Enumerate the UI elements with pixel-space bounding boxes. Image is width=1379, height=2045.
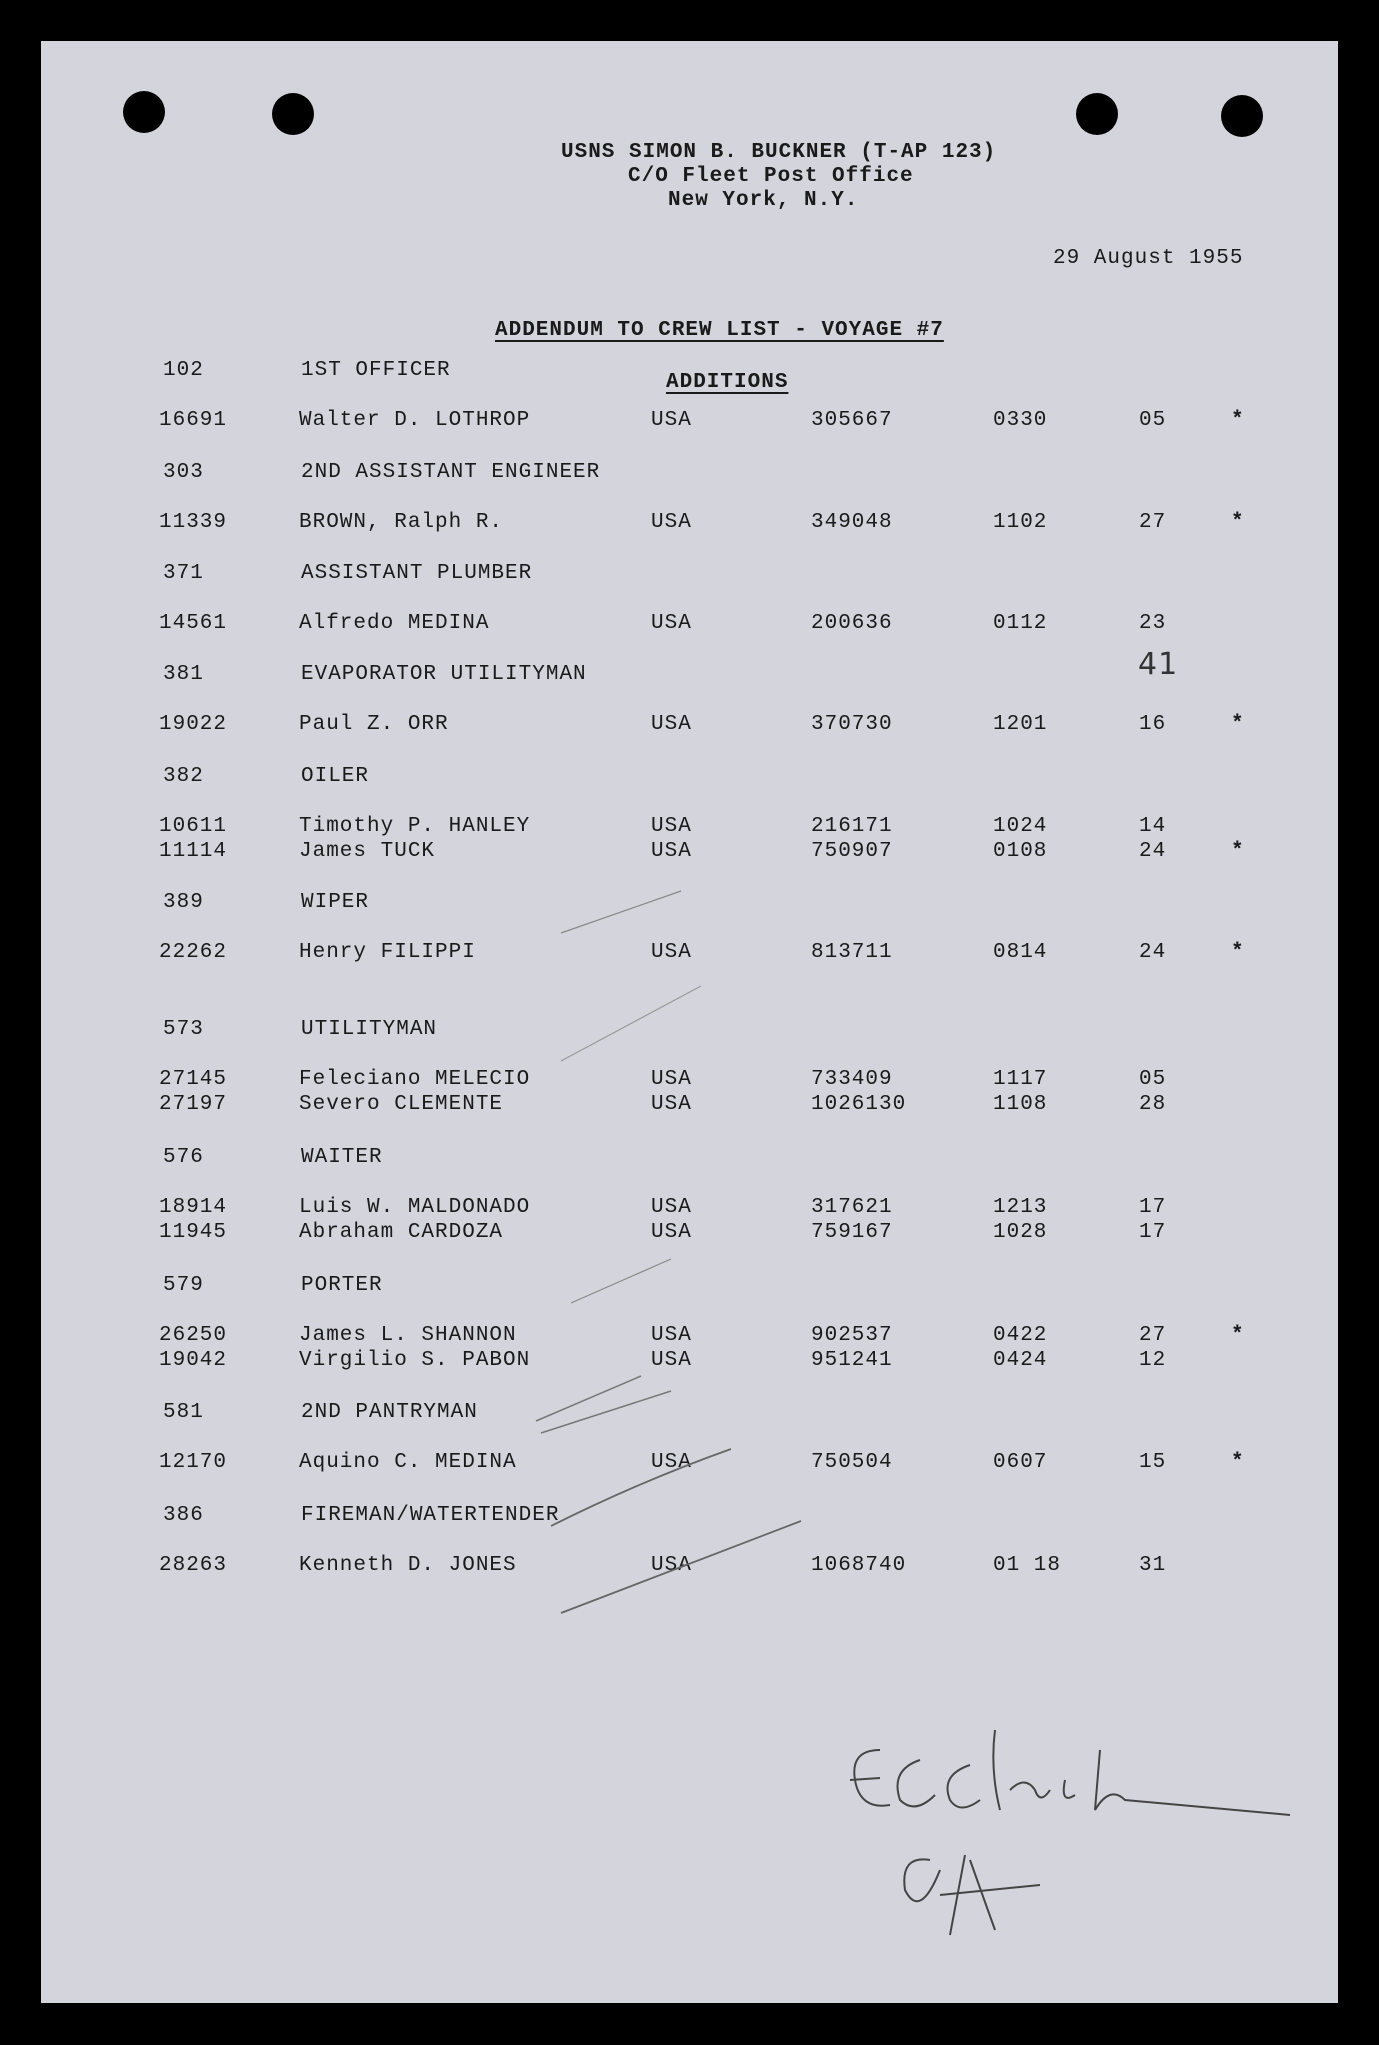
crew-id: 11945 (159, 1221, 228, 1244)
crew-code-a: 1213 (993, 1196, 1048, 1219)
crew-document-number: 1068740 (811, 1554, 907, 1577)
crew-nationality: USA (651, 840, 692, 863)
rating-title: WIPER (301, 891, 370, 914)
crew-id: 14561 (159, 612, 228, 635)
crew-document-number: 902537 (811, 1324, 893, 1347)
crew-id: 16691 (159, 409, 228, 432)
asterisk-mark: * (1231, 941, 1245, 964)
crew-id: 19022 (159, 713, 228, 736)
crew-name: Walter D. LOTHROP (299, 409, 531, 432)
crew-document-number: 305667 (811, 409, 893, 432)
document-date: 29 August 1955 (1053, 247, 1244, 270)
crew-document-number: 733409 (811, 1068, 893, 1091)
crew-code-a: 1117 (993, 1068, 1048, 1091)
fleet-post-office: C/O Fleet Post Office (628, 165, 914, 188)
crew-code-b: 17 (1139, 1196, 1167, 1219)
crew-document-number: 317621 (811, 1196, 893, 1219)
crew-code-b: 31 (1139, 1554, 1167, 1577)
asterisk-mark: * (1231, 840, 1245, 863)
crew-code-b: 27 (1139, 511, 1167, 534)
crew-name: Kenneth D. JONES (299, 1554, 517, 1577)
rating-code: 576 (163, 1146, 204, 1169)
asterisk-mark: * (1231, 409, 1245, 432)
crew-nationality: USA (651, 941, 692, 964)
crew-id: 10611 (159, 815, 228, 838)
rating-code: 573 (163, 1018, 204, 1041)
rating-title: 1ST OFFICER (301, 359, 451, 382)
crew-nationality: USA (651, 1093, 692, 1116)
crew-id: 11114 (159, 840, 228, 863)
crew-code-b: 14 (1139, 815, 1167, 838)
crew-code-a: 0112 (993, 612, 1048, 635)
crew-id: 18914 (159, 1196, 228, 1219)
crew-name: James L. SHANNON (299, 1324, 517, 1347)
crew-document-number: 349048 (811, 511, 893, 534)
rating-title: ASSISTANT PLUMBER (301, 562, 533, 585)
crew-code-a: 1024 (993, 815, 1048, 838)
rating-code: 381 (163, 663, 204, 686)
rating-code: 386 (163, 1504, 204, 1527)
rating-code: 371 (163, 562, 204, 585)
crew-document-number: 750907 (811, 840, 893, 863)
rating-title: 2ND ASSISTANT ENGINEER (301, 461, 601, 484)
crew-code-b: 16 (1139, 713, 1167, 736)
crew-name: Abraham CARDOZA (299, 1221, 504, 1244)
crew-code-a: 1028 (993, 1221, 1048, 1244)
crew-code-a: 0108 (993, 840, 1048, 863)
rating-code: 389 (163, 891, 204, 914)
crew-nationality: USA (651, 1221, 692, 1244)
crew-code-b: 15 (1139, 1451, 1167, 1474)
handwritten-margin-note: 41 (1138, 647, 1179, 682)
crew-nationality: USA (651, 815, 692, 838)
crew-document-number: 370730 (811, 713, 893, 736)
crew-code-a: 01 18 (993, 1554, 1062, 1577)
ship-name: USNS SIMON B. BUCKNER (T-AP 123) (561, 141, 997, 164)
asterisk-mark: * (1231, 1451, 1245, 1474)
crew-code-b: 24 (1139, 941, 1167, 964)
crew-id: 27145 (159, 1068, 228, 1091)
crew-name: Severo CLEMENTE (299, 1093, 504, 1116)
crew-code-a: 0814 (993, 941, 1048, 964)
signature-area (810, 1690, 1330, 1950)
rating-code: 581 (163, 1401, 204, 1424)
rating-code: 102 (163, 359, 204, 382)
crew-nationality: USA (651, 1196, 692, 1219)
crew-code-b: 24 (1139, 840, 1167, 863)
crew-id: 22262 (159, 941, 228, 964)
crew-nationality: USA (651, 1068, 692, 1091)
rating-code: 579 (163, 1274, 204, 1297)
crew-name: Timothy P. HANLEY (299, 815, 531, 838)
crew-nationality: USA (651, 713, 692, 736)
crew-name: BROWN, Ralph R. (299, 511, 504, 534)
section-title: ADDITIONS (666, 371, 789, 394)
crew-document-number: 750504 (811, 1451, 893, 1474)
crew-name: Aquino C. MEDINA (299, 1451, 517, 1474)
crew-code-b: 23 (1139, 612, 1167, 635)
crew-code-b: 12 (1139, 1349, 1167, 1372)
asterisk-mark: * (1231, 511, 1245, 534)
crew-code-a: 0330 (993, 409, 1048, 432)
rating-code: 303 (163, 461, 204, 484)
crew-document-number: 759167 (811, 1221, 893, 1244)
rating-title: PORTER (301, 1274, 383, 1297)
rating-title: UTILITYMAN (301, 1018, 438, 1041)
city: New York, N.Y. (668, 189, 859, 212)
crew-code-a: 1201 (993, 713, 1048, 736)
crew-id: 12170 (159, 1451, 228, 1474)
crew-name: Virgilio S. PABON (299, 1349, 531, 1372)
crew-code-b: 27 (1139, 1324, 1167, 1347)
asterisk-mark: * (1231, 713, 1245, 736)
crew-name: Paul Z. ORR (299, 713, 449, 736)
crew-document-number: 200636 (811, 612, 893, 635)
crew-code-a: 0422 (993, 1324, 1048, 1347)
crew-nationality: USA (651, 511, 692, 534)
rating-title: OILER (301, 765, 370, 788)
crew-code-b: 05 (1139, 409, 1167, 432)
crew-nationality: USA (651, 612, 692, 635)
crew-id: 28263 (159, 1554, 228, 1577)
crew-code-a: 1102 (993, 511, 1048, 534)
crew-name: Feleciano MELECIO (299, 1068, 531, 1091)
rating-title: EVAPORATOR UTILITYMAN (301, 663, 587, 686)
crew-nationality: USA (651, 1349, 692, 1372)
crew-name: James TUCK (299, 840, 436, 863)
crew-name: Henry FILIPPI (299, 941, 476, 964)
crew-code-b: 05 (1139, 1068, 1167, 1091)
crew-nationality: USA (651, 1324, 692, 1347)
crew-id: 26250 (159, 1324, 228, 1347)
crew-document-number: 216171 (811, 815, 893, 838)
crew-code-a: 1108 (993, 1093, 1048, 1116)
crew-document-number: 1026130 (811, 1093, 907, 1116)
rating-title: FIREMAN/WATERTENDER (301, 1504, 560, 1527)
crew-nationality: USA (651, 409, 692, 432)
crew-name: Luis W. MALDONADO (299, 1196, 531, 1219)
handwritten-signature (810, 1690, 1330, 1950)
rating-title: 2ND PANTRYMAN (301, 1401, 478, 1424)
crew-code-a: 0424 (993, 1349, 1048, 1372)
asterisk-mark: * (1231, 1324, 1245, 1347)
crew-id: 19042 (159, 1349, 228, 1372)
crew-code-b: 17 (1139, 1221, 1167, 1244)
crew-nationality: USA (651, 1554, 692, 1577)
document-title: ADDENDUM TO CREW LIST - VOYAGE #7 (495, 319, 944, 342)
crew-nationality: USA (651, 1451, 692, 1474)
crew-code-a: 0607 (993, 1451, 1048, 1474)
crew-code-b: 28 (1139, 1093, 1167, 1116)
crew-document-number: 813711 (811, 941, 893, 964)
crew-id: 11339 (159, 511, 228, 534)
crew-name: Alfredo MEDINA (299, 612, 490, 635)
rating-title: WAITER (301, 1146, 383, 1169)
rating-code: 382 (163, 765, 204, 788)
crew-id: 27197 (159, 1093, 228, 1116)
crew-document-number: 951241 (811, 1349, 893, 1372)
